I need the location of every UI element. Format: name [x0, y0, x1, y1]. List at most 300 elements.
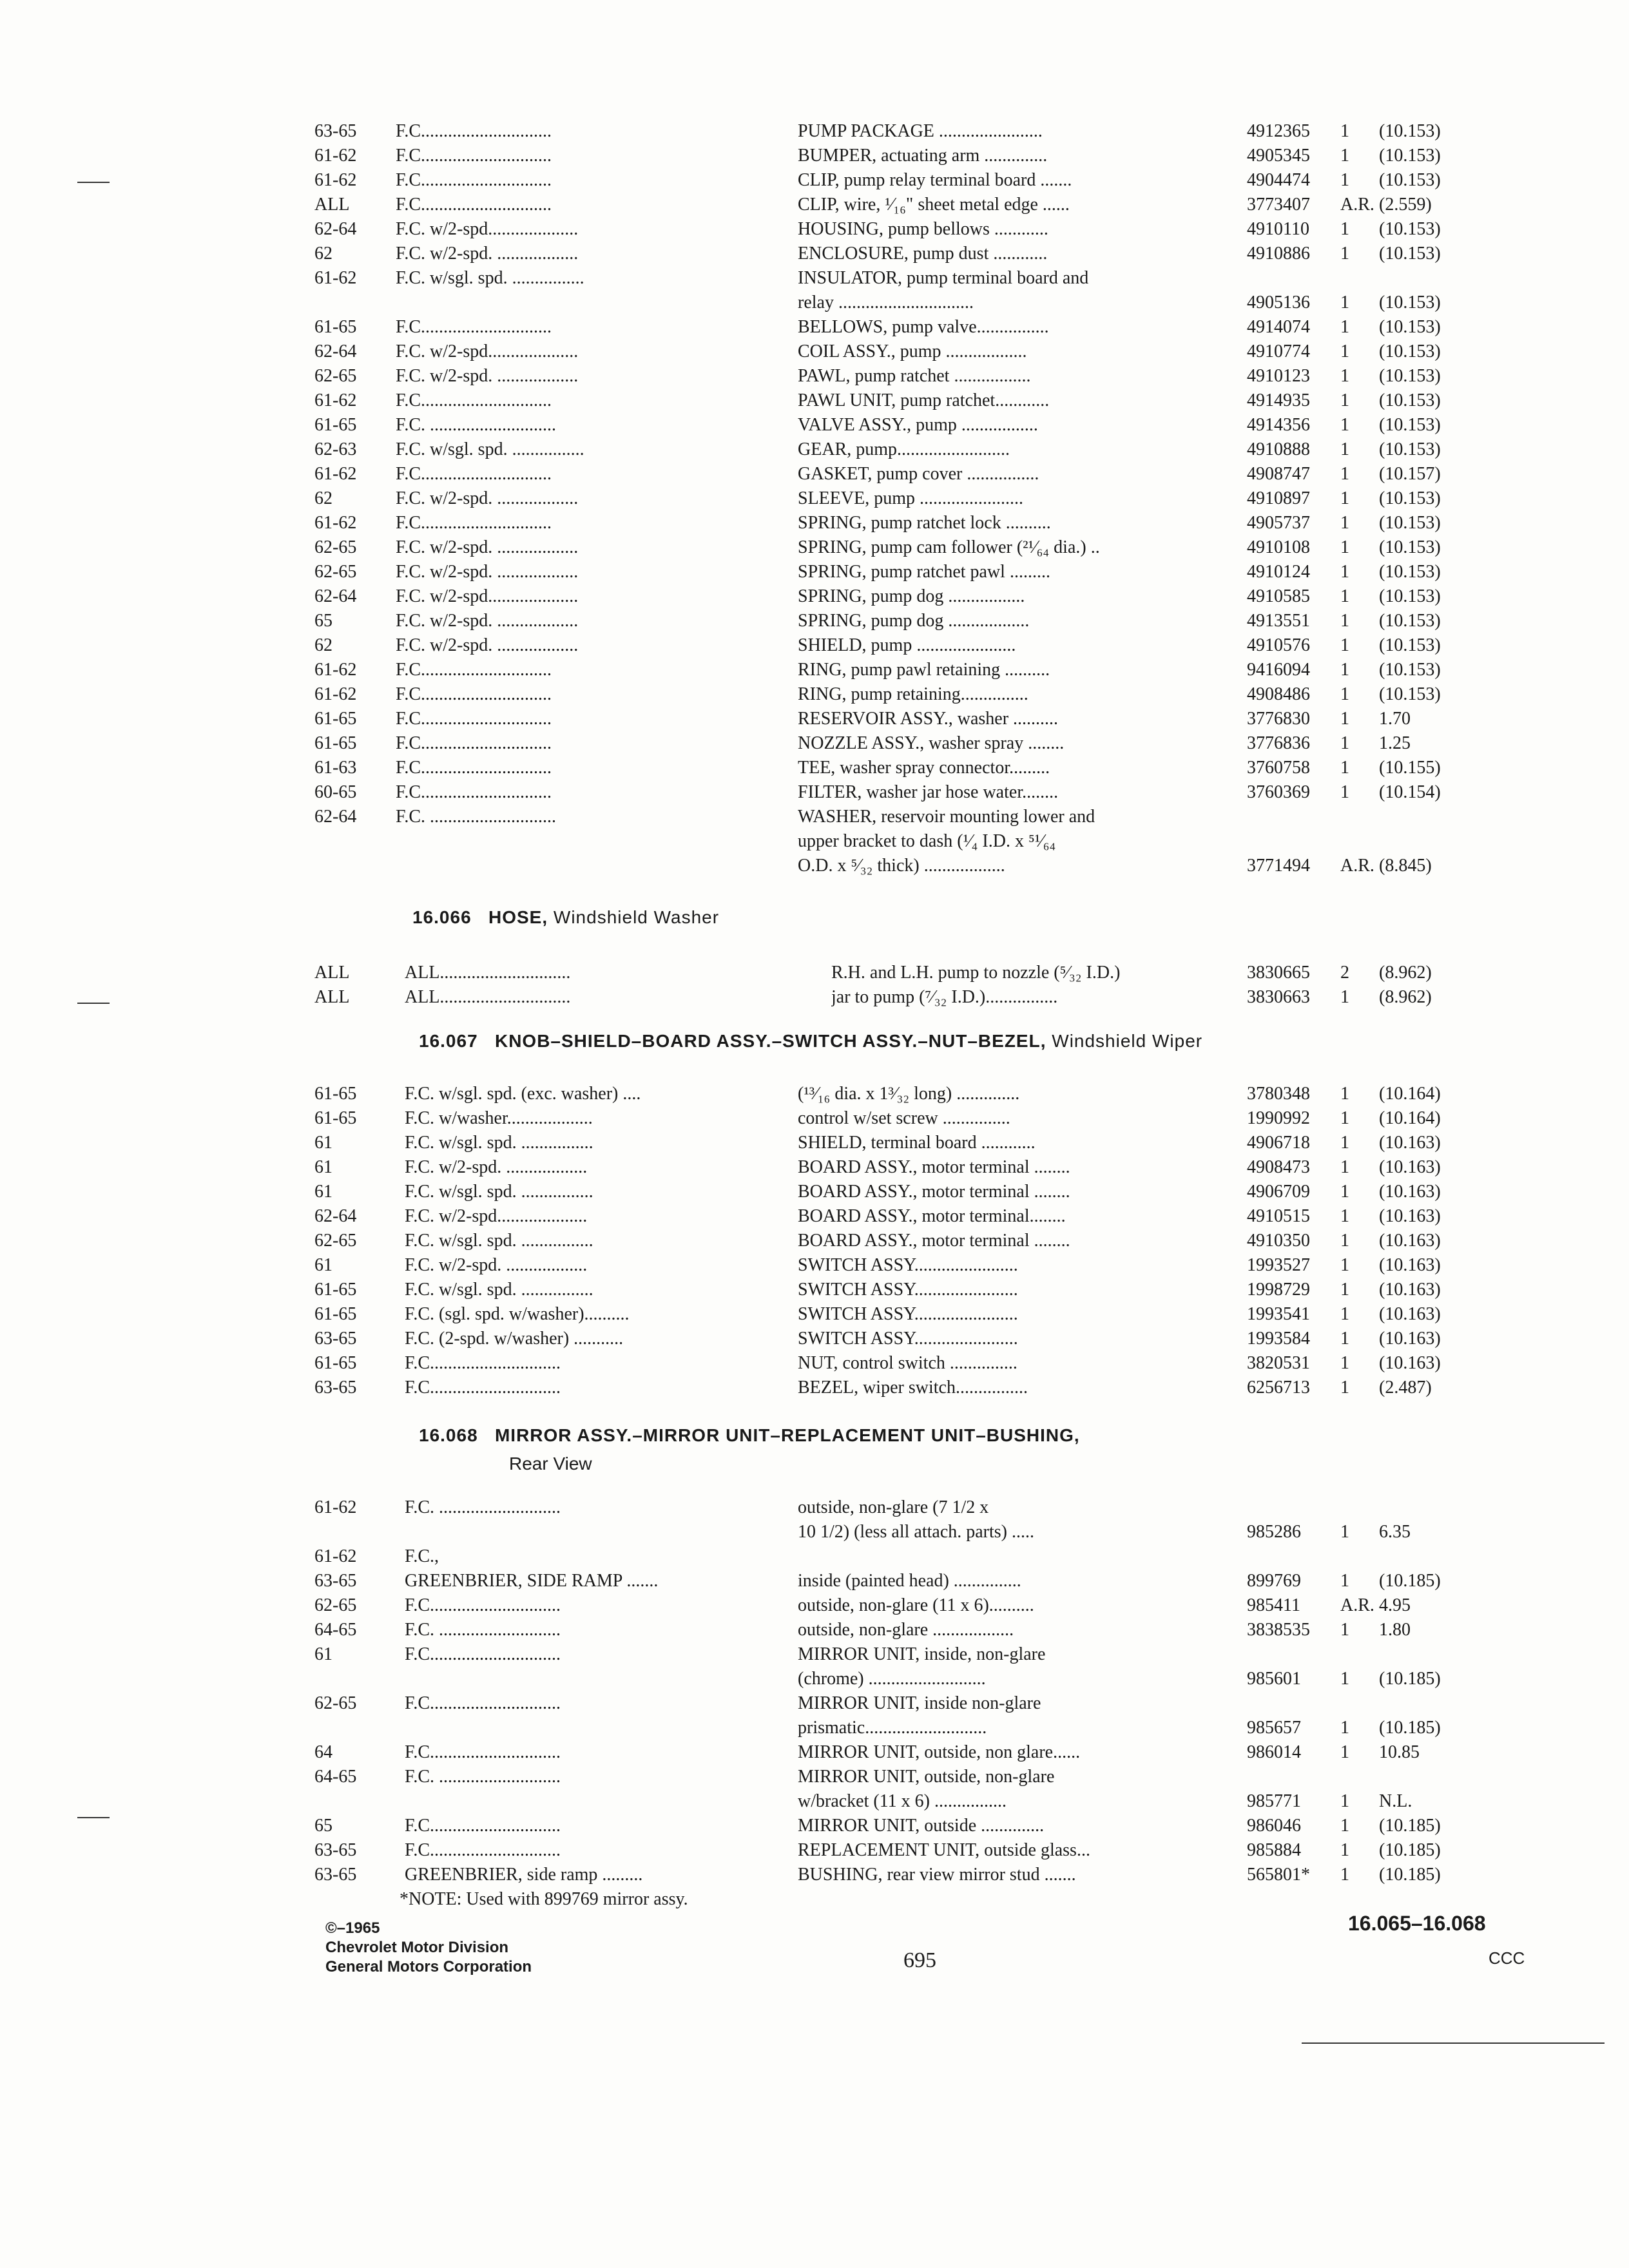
model-cell: F.C. w/2-spd....................	[396, 219, 579, 239]
group-cell: (10.163)	[1379, 1353, 1441, 1373]
group-cell: (10.153)	[1379, 586, 1441, 606]
description-cell: BOARD ASSY., motor terminal ........	[798, 1231, 1070, 1251]
part-number-cell: 4910576	[1247, 635, 1310, 655]
margin-mark	[77, 182, 110, 183]
year-cell: 61-65	[314, 709, 357, 729]
quantity-cell: 1	[1340, 1206, 1349, 1226]
part-number-cell: 985657	[1247, 1718, 1301, 1738]
description-cell: COIL ASSY., pump ..................	[798, 341, 1027, 361]
quantity-cell: 1	[1340, 293, 1349, 312]
table-row	[0, 1352, 1629, 1376]
group-cell: (10.153)	[1379, 439, 1441, 459]
group-cell: (10.153)	[1379, 293, 1441, 312]
year-cell: 61	[314, 1255, 333, 1275]
part-number-cell: 3760758	[1247, 758, 1310, 778]
description-cell: (¹³⁄₁₆ dia. x 1³⁄₃₂ long) ..............	[798, 1084, 1020, 1104]
description-cell: BOARD ASSY., motor terminal ........	[798, 1157, 1070, 1177]
group-cell: (10.163)	[1379, 1255, 1441, 1275]
part-number-cell: 985411	[1247, 1595, 1300, 1615]
year-cell: 65	[314, 1816, 333, 1836]
description-cell: w/bracket (11 x 6) ................	[798, 1791, 1007, 1811]
table-row	[0, 1667, 1629, 1692]
group-cell: 1.80	[1379, 1620, 1411, 1640]
part-number-cell: 4910888	[1247, 439, 1310, 459]
model-cell: F.C. w/sgl. spd. ................	[405, 1182, 593, 1202]
model-cell: ALL.............................	[405, 963, 571, 983]
description-cell: SPRING, pump dog ..................	[798, 611, 1030, 631]
group-cell: (10.153)	[1379, 635, 1441, 655]
part-number-cell: 4904474	[1247, 170, 1310, 190]
quantity-cell: 1	[1340, 1304, 1349, 1324]
model-cell: F.C.............................	[396, 733, 552, 753]
group-cell: (10.164)	[1379, 1108, 1441, 1128]
table-row	[0, 120, 1629, 144]
model-cell: F.C.............................	[396, 317, 552, 337]
group-cell: 1.25	[1379, 733, 1411, 753]
part-number-cell: 3771494	[1247, 856, 1310, 876]
part-number-cell: 3776830	[1247, 709, 1310, 729]
group-cell: (10.153)	[1379, 341, 1441, 361]
group-cell: (10.163)	[1379, 1304, 1441, 1324]
model-cell: F.C.............................	[396, 464, 552, 484]
page-code: CCC	[1489, 1948, 1525, 1968]
model-cell: GREENBRIER, side ramp .........	[405, 1865, 643, 1885]
group-cell: (10.154)	[1379, 782, 1441, 802]
model-cell: F.C.............................	[405, 1644, 561, 1664]
table-row	[0, 1619, 1629, 1643]
quantity-cell: 1	[1340, 146, 1349, 166]
table-row	[0, 1156, 1629, 1180]
description-cell: PUMP PACKAGE .......................	[798, 121, 1043, 141]
group-cell: (10.155)	[1379, 758, 1441, 778]
description-cell: R.H. and L.H. pump to nozzle (⁵⁄₃₂ I.D.)	[831, 963, 1121, 983]
year-cell: 64-65	[314, 1767, 357, 1787]
model-cell: F.C. ...........................	[405, 1767, 561, 1787]
description-cell: prismatic...........................	[798, 1718, 987, 1738]
quantity-cell: 1	[1340, 1791, 1349, 1811]
model-cell: F.C. (sgl. spd. w/washer)..........	[405, 1304, 630, 1324]
part-number-cell: 3760369	[1247, 782, 1310, 802]
group-cell: (10.153)	[1379, 513, 1441, 533]
group-cell: (10.185)	[1379, 1816, 1441, 1836]
quantity-cell: 1	[1340, 709, 1349, 729]
year-cell: ALL	[314, 963, 350, 983]
model-cell: F.C. w/sgl. spd. ................	[405, 1133, 593, 1153]
model-cell: F.C. w/2-spd. ..................	[396, 366, 579, 386]
quantity-cell: 1	[1340, 317, 1349, 337]
group-cell: (10.163)	[1379, 1206, 1441, 1226]
part-number-cell: 4908486	[1247, 684, 1310, 704]
part-number-cell: 985884	[1247, 1840, 1301, 1860]
table-row	[0, 1107, 1629, 1131]
division-name: Chevrolet Motor Division	[325, 1939, 509, 1956]
part-number-cell: 4910886	[1247, 244, 1310, 264]
year-cell: 61-62	[314, 1497, 357, 1517]
table-row	[0, 291, 1629, 316]
part-number-cell: 4908473	[1247, 1157, 1310, 1177]
description-cell: NUT, control switch ...............	[798, 1353, 1017, 1373]
model-cell: F.C. w/2-spd....................	[396, 341, 579, 361]
copyright: ©–1965	[325, 1919, 380, 1937]
part-number-cell: 986014	[1247, 1742, 1301, 1762]
quantity-cell: 1	[1340, 586, 1349, 606]
quantity-cell: 1	[1340, 1522, 1349, 1542]
group-cell: N.L.	[1379, 1791, 1412, 1811]
quantity-cell: 1	[1340, 1084, 1349, 1104]
description-cell: inside (painted head) ...............	[798, 1571, 1021, 1591]
table-row	[0, 438, 1629, 463]
section-16-068-table	[0, 1496, 1629, 1888]
table-row	[0, 961, 1629, 986]
group-cell: (10.153)	[1379, 366, 1441, 386]
publisher-block	[325, 1919, 532, 1977]
description-cell: SWITCH ASSY.......................	[798, 1280, 1018, 1300]
section-subtitle: Windshield Washer	[553, 907, 720, 927]
model-cell: F.C.............................	[405, 1595, 561, 1615]
description-cell: SWITCH ASSY.......................	[798, 1329, 1018, 1349]
model-cell: F.C. ............................	[396, 807, 557, 827]
group-cell: (10.163)	[1379, 1182, 1441, 1202]
model-cell: F.C. w/sgl. spd. ................	[405, 1280, 593, 1300]
part-number-cell: 4905345	[1247, 146, 1310, 166]
part-number-cell: 1990992	[1247, 1108, 1310, 1128]
part-number-cell: 9416094	[1247, 660, 1310, 680]
table-row	[0, 487, 1629, 512]
year-cell: 61-62	[314, 268, 357, 288]
section-number: 16.067	[419, 1031, 478, 1051]
quantity-cell: 1	[1340, 1255, 1349, 1275]
table-row	[0, 463, 1629, 487]
description-cell: SPRING, pump ratchet lock ..........	[798, 513, 1051, 533]
description-cell: outside, non-glare ..................	[798, 1620, 1014, 1640]
year-cell: 61-62	[314, 660, 357, 680]
description-cell: TEE, washer spray connector.........	[798, 758, 1050, 778]
year-cell: 62-63	[314, 439, 357, 459]
table-row	[0, 683, 1629, 707]
description-cell: SPRING, pump ratchet pawl .........	[798, 562, 1050, 582]
part-number-cell: 4914935	[1247, 390, 1310, 410]
year-cell: 61	[314, 1157, 333, 1177]
quantity-cell: 1	[1340, 1840, 1349, 1860]
part-number-cell: 986046	[1247, 1816, 1301, 1836]
quantity-cell: 1	[1340, 733, 1349, 753]
section-number: 16.066	[412, 907, 472, 927]
section-title: HOSE,	[488, 907, 548, 927]
description-cell: MIRROR UNIT, outside ..............	[798, 1816, 1045, 1836]
quantity-cell: 1	[1340, 390, 1349, 410]
group-cell: (10.164)	[1379, 1084, 1441, 1104]
part-number-cell: 4908747	[1247, 464, 1310, 484]
group-cell: (10.153)	[1379, 562, 1441, 582]
quantity-cell: 1	[1340, 341, 1349, 361]
part-number-cell: 6256713	[1247, 1378, 1310, 1398]
table-row	[0, 830, 1629, 854]
model-cell: F.C. w/2-spd. ..................	[396, 488, 579, 508]
year-cell: 64-65	[314, 1620, 357, 1640]
year-cell: 63-65	[314, 1865, 357, 1885]
model-cell: F.C.............................	[396, 121, 552, 141]
group-cell: (10.163)	[1379, 1231, 1441, 1251]
group-cell: (10.185)	[1379, 1840, 1441, 1860]
part-number-cell: 4913551	[1247, 611, 1310, 631]
part-number-cell: 4910515	[1247, 1206, 1310, 1226]
year-cell: 63-65	[314, 1840, 357, 1860]
table-row	[0, 707, 1629, 732]
model-cell: F.C. w/sgl. spd. ................	[405, 1231, 593, 1251]
table-row	[0, 316, 1629, 340]
table-row	[0, 1570, 1629, 1594]
table-row	[0, 986, 1629, 1010]
description-cell: upper bracket to dash (¹⁄₄ I.D. x ⁵¹⁄₆₄	[798, 831, 1056, 851]
description-cell: control w/set screw ...............	[798, 1108, 1010, 1128]
part-number-cell: 4910110	[1247, 219, 1309, 239]
section-16-067-table	[0, 1082, 1629, 1401]
footnote-text: *NOTE: Used with 899769 mirror assy.	[400, 1889, 688, 1909]
part-number-cell: 4905737	[1247, 513, 1310, 533]
description-cell: O.D. x ⁵⁄₃₂ thick) ..................	[798, 856, 1005, 876]
model-cell: F.C.............................	[396, 195, 552, 215]
description-cell: relay ..............................	[798, 293, 974, 312]
description-cell: PAWL UNIT, pump ratchet............	[798, 390, 1050, 410]
quantity-cell: A.R.	[1340, 856, 1374, 876]
table-row	[0, 561, 1629, 585]
model-cell: F.C. w/2-spd. ..................	[396, 562, 579, 582]
year-cell: 61	[314, 1133, 333, 1153]
quantity-cell: 1	[1340, 660, 1349, 680]
model-cell: F.C. w/sgl. spd. ................	[396, 439, 584, 459]
group-cell: 10.85	[1379, 1742, 1420, 1762]
quantity-cell: 1	[1340, 121, 1349, 141]
quantity-cell: 1	[1340, 635, 1349, 655]
group-cell: (10.163)	[1379, 1329, 1441, 1349]
description-cell: (chrome) ..........................	[798, 1669, 986, 1689]
model-cell: F.C. (2-spd. w/washer) ...........	[405, 1329, 624, 1349]
description-cell: PAWL, pump ratchet .................	[798, 366, 1031, 386]
corporation-name: General Motors Corporation	[325, 1958, 532, 1975]
quantity-cell: 1	[1340, 488, 1349, 508]
table-row	[0, 1716, 1629, 1741]
quantity-cell: 1	[1340, 464, 1349, 484]
model-cell: F.C. w/sgl. spd. (exc. washer) ....	[405, 1084, 641, 1104]
year-cell: 62-65	[314, 1231, 357, 1251]
group-cell: (10.185)	[1379, 1865, 1441, 1885]
description-cell: FILTER, washer jar hose water........	[798, 782, 1059, 802]
quantity-cell: 1	[1340, 1571, 1349, 1591]
quantity-cell: 1	[1340, 684, 1349, 704]
description-cell: MIRROR UNIT, outside, non glare......	[798, 1742, 1081, 1762]
description-cell: SHIELD, pump ......................	[798, 635, 1016, 655]
part-number-cell: 3838535	[1247, 1620, 1310, 1640]
description-cell: GASKET, pump cover ................	[798, 464, 1039, 484]
quantity-cell: 1	[1340, 513, 1349, 533]
description-cell: outside, non-glare (7 1/2 x	[798, 1497, 989, 1517]
quantity-cell: 1	[1340, 1157, 1349, 1177]
quantity-cell: 1	[1340, 439, 1349, 459]
table-row	[0, 536, 1629, 561]
model-cell: F.C.............................	[405, 1816, 561, 1836]
parts-list	[0, 961, 1629, 1010]
part-number-cell: 4910774	[1247, 341, 1310, 361]
group-cell: (10.153)	[1379, 146, 1441, 166]
year-cell: 61-62	[314, 146, 357, 166]
model-cell: F.C.............................	[396, 390, 552, 410]
year-cell: 61	[314, 1644, 333, 1664]
model-cell: GREENBRIER, SIDE RAMP .......	[405, 1571, 659, 1591]
group-cell: 4.95	[1379, 1595, 1411, 1615]
quantity-cell: 1	[1340, 537, 1349, 557]
group-cell: (10.153)	[1379, 390, 1441, 410]
year-cell: 63-65	[314, 121, 357, 141]
table-row	[0, 1839, 1629, 1863]
year-cell: 60-65	[314, 782, 357, 802]
year-cell: 62-65	[314, 1595, 357, 1615]
part-number-cell: 3776836	[1247, 733, 1310, 753]
model-cell: F.C. w/2-spd. ..................	[396, 244, 579, 264]
year-cell: 62-64	[314, 219, 357, 239]
group-cell: (10.153)	[1379, 537, 1441, 557]
year-cell: 61-65	[314, 1108, 357, 1128]
year-cell: 61-62	[314, 390, 357, 410]
group-cell: (10.153)	[1379, 415, 1441, 435]
quantity-cell: 1	[1340, 1231, 1349, 1251]
section-range: 16.065–16.068	[1348, 1912, 1486, 1935]
model-cell: ALL.............................	[405, 987, 571, 1007]
margin-mark	[77, 1003, 110, 1004]
description-cell: BUMPER, actuating arm ..............	[798, 146, 1048, 166]
description-cell: BEZEL, wiper switch................	[798, 1378, 1028, 1398]
quantity-cell: 1	[1340, 219, 1349, 239]
group-cell: (10.185)	[1379, 1571, 1441, 1591]
description-cell: RESERVOIR ASSY., washer ..........	[798, 709, 1059, 729]
year-cell: 61-65	[314, 317, 357, 337]
quantity-cell: 1	[1340, 1620, 1349, 1640]
year-cell: 63-65	[314, 1329, 357, 1349]
description-cell: NOZZLE ASSY., washer spray ........	[798, 733, 1065, 753]
year-cell: 62	[314, 244, 333, 264]
year-cell: 61-62	[314, 684, 357, 704]
description-cell: HOUSING, pump bellows ............	[798, 219, 1048, 239]
year-cell: 62-64	[314, 341, 357, 361]
description-cell: CLIP, wire, ¹⁄₁₆" sheet metal edge ......	[798, 195, 1070, 215]
section-number: 16.068	[419, 1425, 478, 1445]
table-row	[0, 805, 1629, 830]
part-number-cell: 3830663	[1247, 987, 1310, 1007]
year-cell: 63-65	[314, 1571, 357, 1591]
model-cell: F.C.............................	[396, 758, 552, 778]
quantity-cell: 1	[1340, 782, 1349, 802]
description-cell: jar to pump (⁷⁄₃₂ I.D.)................	[831, 987, 1058, 1007]
description-cell: GEAR, pump.........................	[798, 439, 1010, 459]
model-cell: F.C.............................	[396, 146, 552, 166]
year-cell: 61-62	[314, 513, 357, 533]
quantity-cell: 1	[1340, 1329, 1349, 1349]
group-cell: (10.153)	[1379, 488, 1441, 508]
year-cell: 62-65	[314, 1693, 357, 1713]
section-subtitle: Windshield Wiper	[1052, 1031, 1203, 1051]
group-cell: (10.153)	[1379, 684, 1441, 704]
table-row	[0, 340, 1629, 365]
year-cell: 62-65	[314, 537, 357, 557]
model-cell: F.C. ............................	[396, 415, 557, 435]
description-cell: VALVE ASSY., pump .................	[798, 415, 1038, 435]
quantity-cell: 1	[1340, 987, 1349, 1007]
part-number-cell: 4910897	[1247, 488, 1310, 508]
table-row	[0, 610, 1629, 634]
group-cell: (8.845)	[1379, 856, 1432, 876]
table-row	[0, 144, 1629, 169]
year-cell: 61-63	[314, 758, 357, 778]
description-cell: MIRROR UNIT, inside, non-glare	[798, 1644, 1046, 1664]
quantity-cell: A.R.	[1340, 1595, 1374, 1615]
table-row	[0, 585, 1629, 610]
table-row	[0, 1327, 1629, 1352]
description-cell: MIRROR UNIT, inside non-glare	[798, 1693, 1041, 1713]
quantity-cell: 1	[1340, 1133, 1349, 1153]
page-number: 695	[903, 1948, 936, 1972]
table-row	[0, 218, 1629, 242]
footer-rule	[1302, 2042, 1605, 2044]
description-cell: WASHER, reservoir mounting lower and	[798, 807, 1095, 827]
description-cell: RING, pump pawl retaining ..........	[798, 660, 1050, 680]
quantity-cell: 1	[1340, 1865, 1349, 1885]
quantity-cell: 1	[1340, 1742, 1349, 1762]
table-row	[0, 732, 1629, 756]
group-cell: (10.163)	[1379, 1157, 1441, 1177]
table-row	[0, 1082, 1629, 1107]
description-cell: MIRROR UNIT, outside, non-glare	[798, 1767, 1055, 1787]
part-number-cell: 3773407	[1247, 195, 1310, 215]
model-cell: F.C. w/2-spd....................	[405, 1206, 588, 1226]
model-cell: F.C. w/2-spd. ..................	[405, 1255, 588, 1275]
description-cell: BOARD ASSY., motor terminal ........	[798, 1182, 1070, 1202]
group-cell: (2.487)	[1379, 1378, 1432, 1398]
year-cell: 62-65	[314, 366, 357, 386]
part-number-cell: 985286	[1247, 1522, 1301, 1542]
part-number-cell: 4906709	[1247, 1182, 1310, 1202]
year-cell: 61-65	[314, 415, 357, 435]
model-cell: F.C. ...........................	[405, 1497, 561, 1517]
model-cell: F.C.............................	[405, 1353, 561, 1373]
description-cell: CLIP, pump relay terminal board .......	[798, 170, 1072, 190]
description-cell: SHIELD, terminal board ............	[798, 1133, 1036, 1153]
model-cell: F.C. w/2-spd. ..................	[396, 537, 579, 557]
model-cell: F.C. w/washer...................	[405, 1108, 593, 1128]
section-heading-16-067	[419, 1031, 1202, 1052]
year-cell: 61-65	[314, 1304, 357, 1324]
group-cell: 1.70	[1379, 709, 1411, 729]
section-title: MIRROR ASSY.–MIRROR UNIT–REPLACEMENT UNIT–BUSHING,	[494, 1425, 1080, 1445]
section-16-065-table	[0, 120, 1629, 879]
table-row	[0, 1131, 1629, 1156]
group-cell: (8.962)	[1379, 963, 1432, 983]
year-cell: ALL	[314, 987, 350, 1007]
year-cell: 61-62	[314, 1546, 357, 1566]
description-cell: SPRING, pump cam follower (²¹⁄₆₄ dia.) ..	[798, 537, 1100, 557]
description-cell: 10 1/2) (less all attach. parts) .....	[798, 1522, 1035, 1542]
table-row	[0, 756, 1629, 781]
model-cell: F.C. w/sgl. spd. ................	[396, 268, 584, 288]
table-row	[0, 1278, 1629, 1303]
year-cell: 62-64	[314, 586, 357, 606]
description-cell: SWITCH ASSY.......................	[798, 1255, 1018, 1275]
model-cell: F.C. w/2-spd. ..................	[405, 1157, 588, 1177]
year-cell: 61	[314, 1182, 333, 1202]
year-cell: 64	[314, 1742, 333, 1762]
model-cell: F.C. ...........................	[405, 1620, 561, 1640]
group-cell: (10.185)	[1379, 1669, 1441, 1689]
section-heading-16-066	[412, 907, 719, 928]
part-number-cell: 1993584	[1247, 1329, 1310, 1349]
